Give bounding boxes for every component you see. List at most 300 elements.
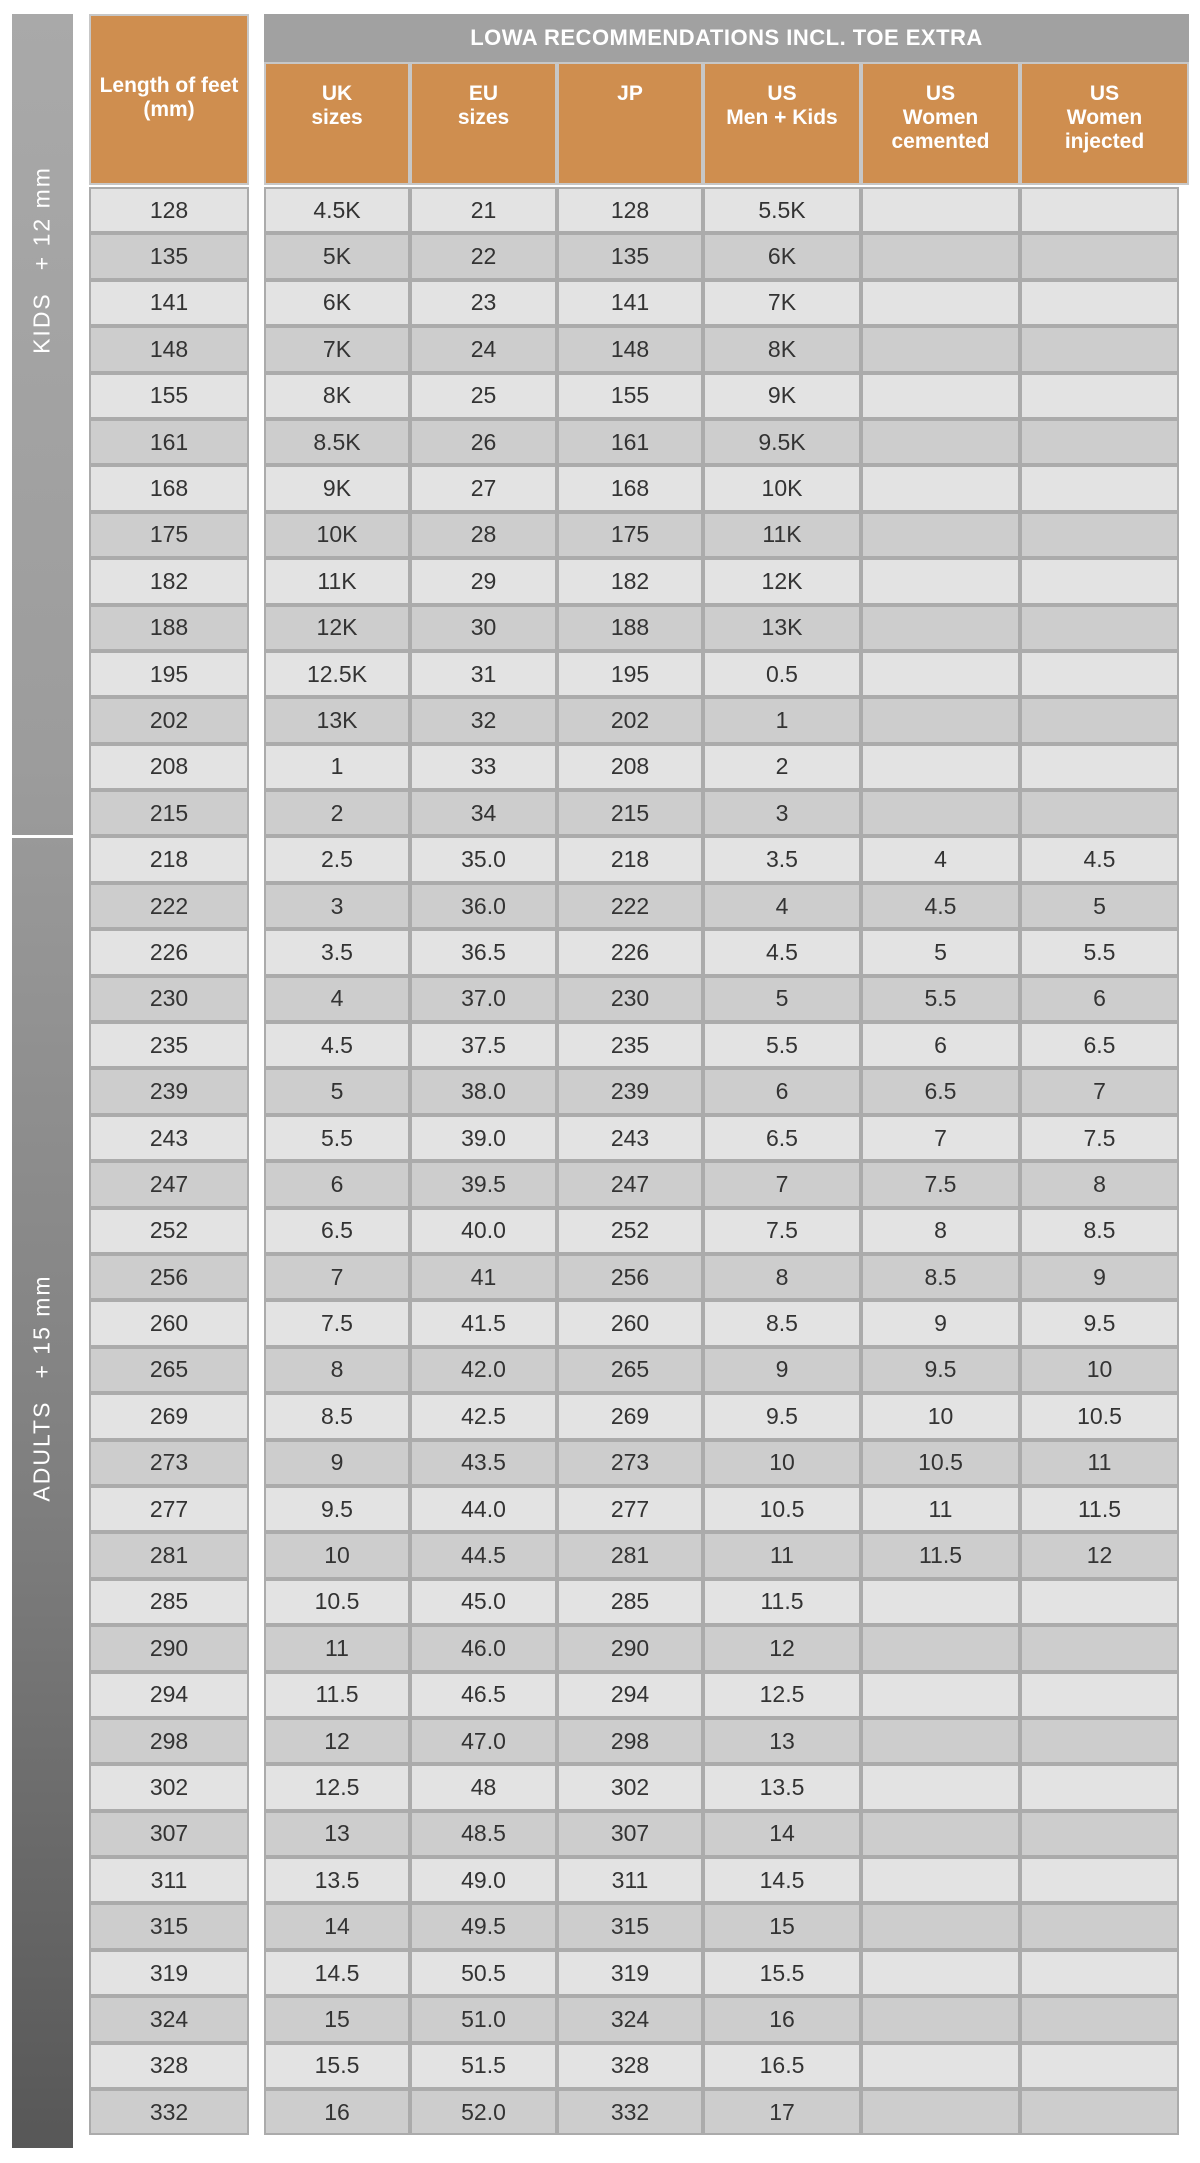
cell-uk: 15.5 [264,2043,410,2089]
cell-jp: 208 [557,744,703,790]
column-gap [249,1672,264,1718]
adults-extra-text: + 15 mm [28,1274,55,1379]
cell-us-women-cemented [861,1950,1020,1996]
table-row [89,1347,1179,1393]
table-row [89,1208,1179,1254]
table-row [89,883,1179,929]
table-row [89,976,1179,1022]
cell-length: 188 [89,605,249,651]
cell-length: 311 [89,1857,249,1903]
cell-length: 256 [89,1254,249,1300]
table-row [89,1625,1179,1671]
cell-length: 302 [89,1764,249,1810]
cell-us-women-injected: 8.5 [1020,1208,1179,1254]
cell-length: 260 [89,1300,249,1346]
cell-eu: 47.0 [410,1718,557,1764]
cell-jp: 290 [557,1625,703,1671]
cell-length: 215 [89,790,249,836]
kids-label-text: KIDS [28,292,55,355]
cell-eu: 25 [410,373,557,419]
cell-uk: 8K [264,373,410,419]
cell-length: 273 [89,1440,249,1486]
table-row [89,1532,1179,1578]
cell-length: 307 [89,1811,249,1857]
adults-section-band [12,838,73,2148]
cell-length: 155 [89,373,249,419]
column-gap [249,836,264,882]
us-men-column-header [703,62,861,185]
cell-jp: 230 [557,976,703,1022]
table-row [89,2089,1179,2135]
cell-jp: 302 [557,1764,703,1810]
cell-us-women-cemented [861,373,1020,419]
cell-length: 319 [89,1950,249,1996]
table-row [89,929,1179,975]
column-gap [249,651,264,697]
uk-column-header [264,62,410,185]
cell-length: 252 [89,1208,249,1254]
column-gap [249,558,264,604]
cell-eu: 42.5 [410,1393,557,1439]
uk-header-text: UK sizes [311,82,363,129]
cell-length: 175 [89,512,249,558]
cell-us-men: 13K [703,605,861,651]
cell-length: 315 [89,1903,249,1949]
cell-us-men: 5.5 [703,1022,861,1068]
column-gap [249,512,264,558]
cell-uk: 12K [264,605,410,651]
cell-eu: 44.0 [410,1486,557,1532]
cell-jp: 128 [557,187,703,233]
cell-length: 298 [89,1718,249,1764]
cell-us-women-injected [1020,605,1179,651]
cell-us-women-injected [1020,1811,1179,1857]
cell-jp: 135 [557,233,703,279]
cell-jp: 269 [557,1393,703,1439]
column-gap [249,1254,264,1300]
cell-eu: 46.0 [410,1625,557,1671]
cell-jp: 188 [557,605,703,651]
cell-eu: 51.5 [410,2043,557,2089]
column-gap [249,419,264,465]
table-row [89,1486,1179,1532]
column-gap [249,1300,264,1346]
cell-us-women-injected [1020,1764,1179,1810]
jp-header-text: JP [617,82,643,105]
column-gap [249,2089,264,2135]
column-gap [249,465,264,511]
cell-us-men: 6 [703,1068,861,1114]
column-gap [249,1764,264,1810]
cell-jp: 315 [557,1903,703,1949]
cell-uk: 15 [264,1996,410,2042]
cell-us-men: 13 [703,1718,861,1764]
cell-us-men: 10K [703,465,861,511]
column-gap [249,373,264,419]
table-row [89,1811,1179,1857]
table-row [89,280,1179,326]
cell-us-women-injected [1020,233,1179,279]
cell-us-men: 6.5 [703,1115,861,1161]
cell-uk: 8 [264,1347,410,1393]
cell-length: 208 [89,744,249,790]
cell-us-men: 8K [703,326,861,372]
cell-eu: 49.5 [410,1903,557,1949]
table-row [89,512,1179,558]
cell-us-men: 15.5 [703,1950,861,1996]
cell-us-women-cemented: 6.5 [861,1068,1020,1114]
cell-length: 328 [89,2043,249,2089]
table-row [89,1393,1179,1439]
column-gap [249,605,264,651]
cell-jp: 168 [557,465,703,511]
cell-uk: 11 [264,1625,410,1671]
column-gap [249,1440,264,1486]
cell-length: 243 [89,1115,249,1161]
cell-us-women-cemented: 5 [861,929,1020,975]
cell-jp: 161 [557,419,703,465]
kids-section-band [12,14,73,835]
cell-uk: 11K [264,558,410,604]
cell-us-women-injected [1020,1718,1179,1764]
column-gap [249,1347,264,1393]
cell-uk: 14.5 [264,1950,410,1996]
cell-us-women-cemented: 7.5 [861,1161,1020,1207]
cell-length: 141 [89,280,249,326]
cell-us-men: 14.5 [703,1857,861,1903]
cell-jp: 247 [557,1161,703,1207]
cell-uk: 13K [264,697,410,743]
cell-eu: 35.0 [410,836,557,882]
cell-eu: 52.0 [410,2089,557,2135]
cell-us-men: 7.5 [703,1208,861,1254]
cell-us-men: 7 [703,1161,861,1207]
cell-us-men: 14 [703,1811,861,1857]
column-gap [249,1115,264,1161]
table-row [89,744,1179,790]
cell-us-men: 10 [703,1440,861,1486]
cell-eu: 37.0 [410,976,557,1022]
cell-us-women-cemented [861,2089,1020,2135]
cell-eu: 29 [410,558,557,604]
cell-us-women-cemented [861,558,1020,604]
cell-us-women-cemented: 6 [861,1022,1020,1068]
us-men-header-text: US Men + Kids [726,82,838,129]
table-row [89,1254,1179,1300]
cell-us-women-injected [1020,1857,1179,1903]
cell-us-women-cemented: 10 [861,1393,1020,1439]
cell-eu: 50.5 [410,1950,557,1996]
cell-uk: 5.5 [264,1115,410,1161]
cell-jp: 307 [557,1811,703,1857]
cell-uk: 3 [264,883,410,929]
cell-length: 294 [89,1672,249,1718]
cell-us-men: 5.5K [703,187,861,233]
size-table-body [89,187,1179,2135]
cell-us-women-injected [1020,465,1179,511]
table-row [89,465,1179,511]
cell-us-women-injected: 11.5 [1020,1486,1179,1532]
column-gap [249,1486,264,1532]
column-gap [249,744,264,790]
cell-jp: 294 [557,1672,703,1718]
table-row [89,1857,1179,1903]
cell-jp: 298 [557,1718,703,1764]
cell-us-women-injected: 11 [1020,1440,1179,1486]
table-row [89,558,1179,604]
cell-length: 230 [89,976,249,1022]
cell-us-women-injected [1020,790,1179,836]
cell-uk: 8.5 [264,1393,410,1439]
table-row [89,326,1179,372]
cell-length: 182 [89,558,249,604]
cell-us-women-cemented: 11.5 [861,1532,1020,1578]
cell-us-men: 16.5 [703,2043,861,2089]
cell-eu: 36.0 [410,883,557,929]
cell-us-men: 16 [703,1996,861,2042]
table-row [89,651,1179,697]
cell-us-women-injected: 6 [1020,976,1179,1022]
cell-us-women-injected [1020,1903,1179,1949]
cell-us-men: 3.5 [703,836,861,882]
cell-us-women-injected [1020,280,1179,326]
cell-jp: 273 [557,1440,703,1486]
cell-eu: 41.5 [410,1300,557,1346]
cell-eu: 37.5 [410,1022,557,1068]
cell-us-women-cemented: 7 [861,1115,1020,1161]
cell-length: 202 [89,697,249,743]
cell-uk: 2.5 [264,836,410,882]
cell-eu: 39.5 [410,1161,557,1207]
kids-section-label [29,166,56,354]
cell-length: 290 [89,1625,249,1671]
cell-eu: 51.0 [410,1996,557,2042]
cell-eu: 48.5 [410,1811,557,1857]
cell-us-women-cemented: 5.5 [861,976,1020,1022]
cell-us-women-injected [1020,697,1179,743]
cell-uk: 7K [264,326,410,372]
cell-us-men: 11 [703,1532,861,1578]
cell-length: 222 [89,883,249,929]
column-gap [249,1811,264,1857]
cell-us-women-injected [1020,373,1179,419]
column-gap [249,1393,264,1439]
length-column-header [89,14,249,185]
cell-length: 235 [89,1022,249,1068]
cell-us-women-injected: 4.5 [1020,836,1179,882]
cell-us-women-injected [1020,419,1179,465]
cell-eu: 40.0 [410,1208,557,1254]
cell-us-women-injected [1020,744,1179,790]
cell-us-women-cemented [861,2043,1020,2089]
cell-eu: 44.5 [410,1532,557,1578]
cell-eu: 38.0 [410,1068,557,1114]
cell-uk: 12.5K [264,651,410,697]
recommendations-banner: LOWA RECOMMENDATIONS INCL. TOE EXTRA [264,14,1189,62]
jp-column-header [557,62,703,185]
cell-us-men: 0.5 [703,651,861,697]
cell-us-women-cemented [861,744,1020,790]
cell-us-women-cemented [861,187,1020,233]
cell-eu: 48 [410,1764,557,1810]
cell-us-women-injected: 12 [1020,1532,1179,1578]
cell-eu: 30 [410,605,557,651]
cell-us-women-injected: 6.5 [1020,1022,1179,1068]
cell-uk: 12.5 [264,1764,410,1810]
cell-uk: 8.5K [264,419,410,465]
cell-us-men: 12K [703,558,861,604]
cell-us-men: 9.5 [703,1393,861,1439]
eu-header-text: EU sizes [457,82,510,129]
cell-uk: 9.5 [264,1486,410,1532]
table-row [89,373,1179,419]
cell-uk: 1 [264,744,410,790]
cell-us-women-injected: 9.5 [1020,1300,1179,1346]
cell-jp: 285 [557,1579,703,1625]
cell-jp: 141 [557,280,703,326]
cell-us-women-injected: 8 [1020,1161,1179,1207]
cell-jp: 202 [557,697,703,743]
cell-us-men: 7K [703,280,861,326]
cell-jp: 277 [557,1486,703,1532]
cell-eu: 24 [410,326,557,372]
cell-eu: 23 [410,280,557,326]
cell-uk: 10.5 [264,1579,410,1625]
cell-us-women-injected [1020,1996,1179,2042]
cell-length: 285 [89,1579,249,1625]
cell-us-men: 6K [703,233,861,279]
column-gap [249,1996,264,2042]
cell-uk: 6.5 [264,1208,410,1254]
cell-jp: 319 [557,1950,703,1996]
cell-us-women-cemented [861,326,1020,372]
cell-length: 135 [89,233,249,279]
cell-us-men: 12.5 [703,1672,861,1718]
table-row [89,233,1179,279]
cell-eu: 26 [410,419,557,465]
cell-us-men: 9 [703,1347,861,1393]
cell-us-women-cemented [861,1579,1020,1625]
cell-us-women-cemented: 4 [861,836,1020,882]
table-row [89,1903,1179,1949]
cell-jp: 182 [557,558,703,604]
cell-uk: 7 [264,1254,410,1300]
cell-us-women-injected: 5 [1020,883,1179,929]
cell-eu: 45.0 [410,1579,557,1625]
cell-us-women-cemented [861,1857,1020,1903]
column-gap [249,1625,264,1671]
cell-eu: 34 [410,790,557,836]
cell-us-men: 17 [703,2089,861,2135]
cell-us-women-injected [1020,1950,1179,1996]
table-row [89,1068,1179,1114]
table-row [89,1161,1179,1207]
table-row [89,1672,1179,1718]
cell-jp: 148 [557,326,703,372]
table-row [89,1579,1179,1625]
cell-us-women-cemented: 8 [861,1208,1020,1254]
cell-us-women-cemented [861,1672,1020,1718]
eu-column-header [410,62,557,185]
cell-us-women-injected: 10.5 [1020,1393,1179,1439]
cell-length: 195 [89,651,249,697]
cell-us-women-cemented [861,512,1020,558]
cell-us-women-injected [1020,1579,1179,1625]
cell-us-men: 8 [703,1254,861,1300]
column-gap [249,1579,264,1625]
column-gap [249,1161,264,1207]
cell-length: 277 [89,1486,249,1532]
cell-eu: 31 [410,651,557,697]
cell-us-women-injected [1020,2043,1179,2089]
cell-length: 332 [89,2089,249,2135]
cell-length: 281 [89,1532,249,1578]
table-row [89,2043,1179,2089]
table-row [89,836,1179,882]
cell-us-women-cemented [861,465,1020,511]
cell-eu: 46.5 [410,1672,557,1718]
cell-eu: 28 [410,512,557,558]
cell-us-women-injected: 7.5 [1020,1115,1179,1161]
cell-length: 269 [89,1393,249,1439]
cell-us-women-cemented [861,233,1020,279]
us-women-injected-column-header [1020,62,1189,185]
cell-jp: 195 [557,651,703,697]
table-row [89,419,1179,465]
cell-uk: 14 [264,1903,410,1949]
cell-jp: 226 [557,929,703,975]
us-women-cemented-column-header [861,62,1020,185]
table-row [89,697,1179,743]
cell-us-women-cemented [861,651,1020,697]
cell-uk: 13 [264,1811,410,1857]
cell-us-women-injected: 5.5 [1020,929,1179,975]
cell-jp: 265 [557,1347,703,1393]
cell-uk: 9 [264,1440,410,1486]
cell-uk: 4.5K [264,187,410,233]
cell-us-men: 12 [703,1625,861,1671]
table-row [89,1022,1179,1068]
cell-length: 265 [89,1347,249,1393]
cell-eu: 41 [410,1254,557,1300]
cell-uk: 5K [264,233,410,279]
cell-us-women-cemented: 9 [861,1300,1020,1346]
cell-us-women-injected [1020,651,1179,697]
column-gap [249,1950,264,1996]
cell-eu: 49.0 [410,1857,557,1903]
cell-length: 239 [89,1068,249,1114]
cell-uk: 3.5 [264,929,410,975]
cell-us-women-cemented [861,1811,1020,1857]
cell-uk: 2 [264,790,410,836]
cell-length: 226 [89,929,249,975]
cell-jp: 256 [557,1254,703,1300]
table-row [89,1764,1179,1810]
length-header-text: Length of feet (mm) [99,74,239,121]
cell-length: 247 [89,1161,249,1207]
column-gap [249,187,264,233]
column-gap [249,280,264,326]
cell-uk: 6K [264,280,410,326]
cell-eu: 33 [410,744,557,790]
cell-jp: 324 [557,1996,703,2042]
cell-us-women-cemented [861,1718,1020,1764]
table-row [89,1996,1179,2042]
cell-jp: 281 [557,1532,703,1578]
cell-eu: 39.0 [410,1115,557,1161]
cell-jp: 332 [557,2089,703,2135]
cell-us-women-injected [1020,1672,1179,1718]
